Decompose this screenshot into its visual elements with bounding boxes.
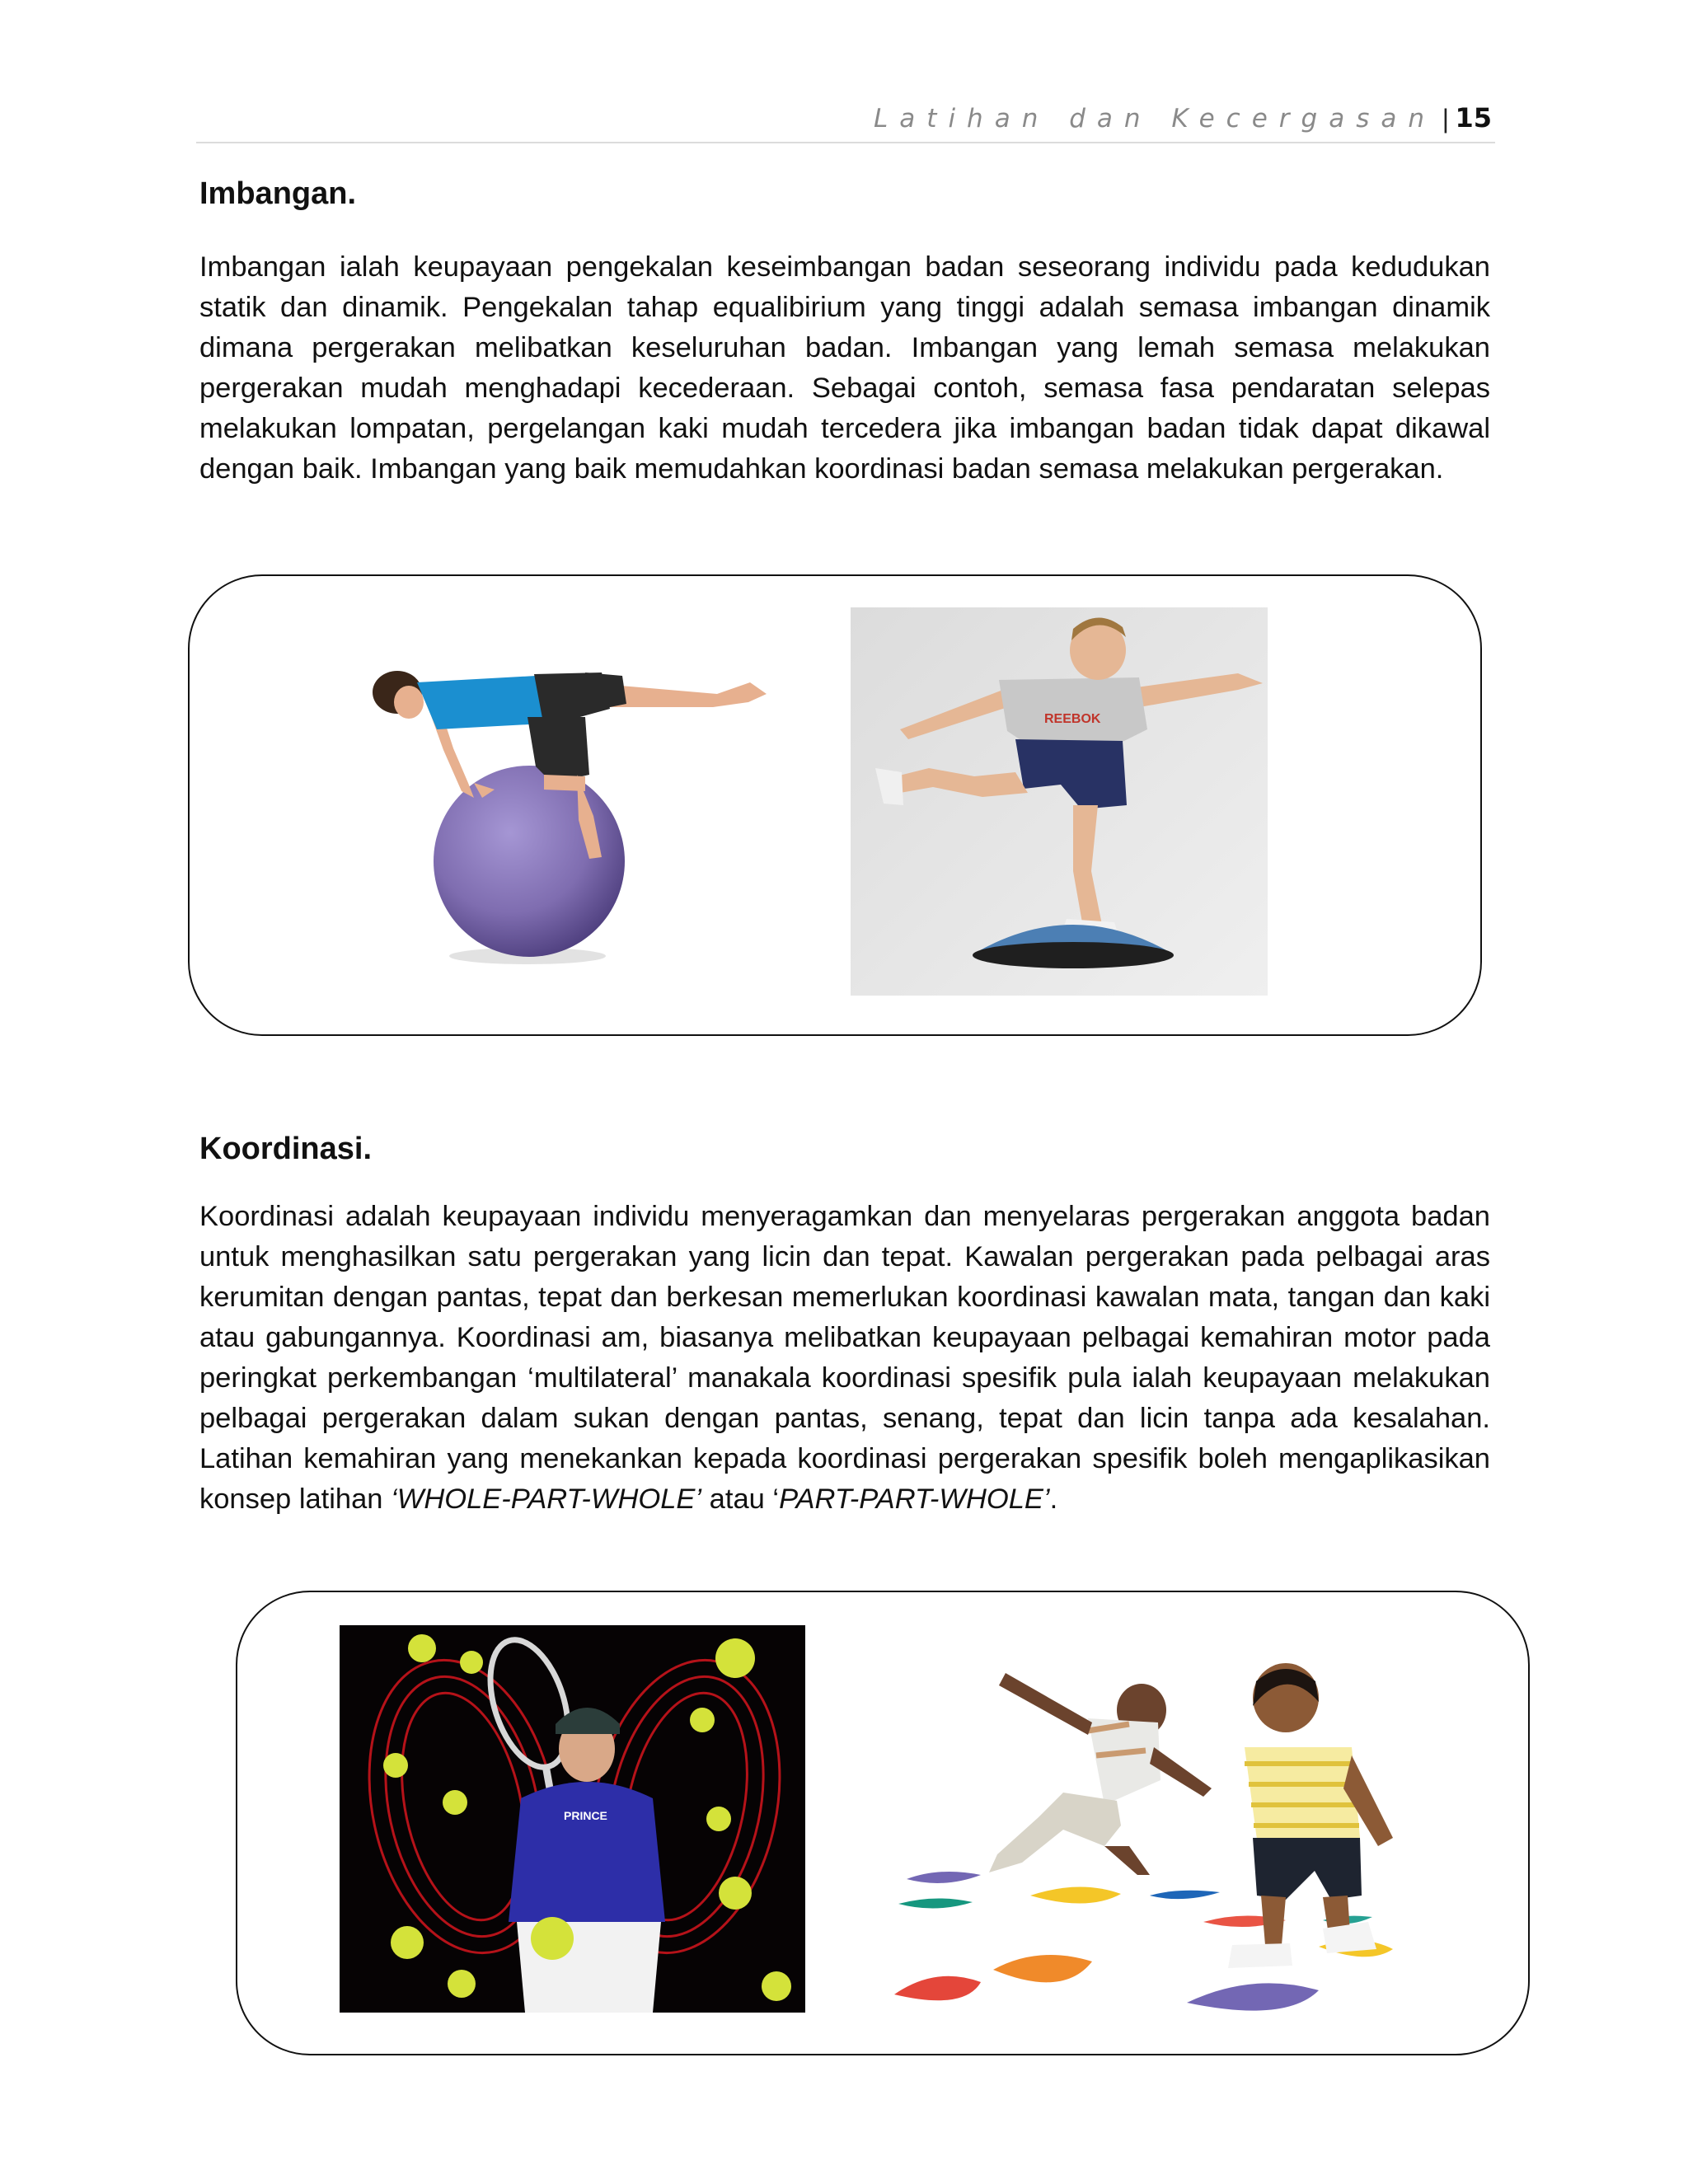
paragraph-tail: . xyxy=(1049,1483,1058,1515)
section-heading-imbangan: Imbangan. xyxy=(199,176,357,211)
children-stepping-stones-illustration xyxy=(857,1648,1401,2019)
header-separator: | xyxy=(1442,104,1449,134)
section-heading-koordinasi: Koordinasi. xyxy=(199,1132,373,1166)
page-number: 15 xyxy=(1455,102,1492,134)
photo-woman-gym-ball xyxy=(338,651,767,972)
man-bosu-ball-illustration xyxy=(851,607,1268,996)
term-part-part-whole: PART-PART-WHOLE’ xyxy=(779,1483,1050,1515)
shirt-print: REEBOK xyxy=(1044,712,1101,726)
paragraph-imbangan: Imbangan ialah keupayaan pengekalan keseimbangan badan seseorang individu pada kedudukan statik dan dinamik. Pengekalan tahap equalibirium yang tinggi adalah semasa imbangan dinamik dimana pergerakan melibatkan keseluruhan badan. Imbangan yang lemah semasa melakukan pergerakan mudah menghadapi kecederaan. Sebagai contoh, semasa fasa pendaratan selepas melakukan lompatan, pergelangan kaki mudah tercedera jika imbangan badan tidak dapat dikawal dengan baik. Imbangan yang baik memudahkan koordinasi badan semasa melakukan pergerakan. xyxy=(199,251,1490,485)
paragraph-connector: atau ‘ xyxy=(701,1483,780,1515)
page-header xyxy=(196,97,1495,143)
photo-man-bosu-ball xyxy=(851,607,1268,996)
header-title: Latihan dan Kecergasan xyxy=(874,104,1436,134)
term-whole-part-whole: ‘WHOLE-PART-WHOLE’ xyxy=(391,1483,702,1515)
photo-children-stepping-stones xyxy=(857,1648,1401,2019)
tennis-shirt-print: PRINCE xyxy=(564,1809,607,1822)
woman-gym-ball-illustration xyxy=(338,651,767,972)
paragraph-koordinasi-main: Koordinasi adalah keupayaan individu menyeragamkan dan menyelaras pergerakan anggota badan untuk menghasilkan satu pergerakan yang licin dan tepat. Kawalan pergerakan pada pelbagai aras kerumitan dengan pantas, tepat dan berkesan memerlukan koordinasi kawalan mata, tangan dan kaki atau gabungannya. Koordinasi am, biasanya melibatkan keupayaan pelbagai kemahiran motor pada peringkat perkembangan ‘multilateral’ manakala koordinasi spesifik pula ialah keupayaan melakukan pelbagai pergerakan dalam sukan dengan pantas, senang, tepat dan licin tanpa ada kesalahan. Latihan kemahiran yang menekankan kepada koordinasi pergerakan spesifik boleh mengaplikasikan konsep latihan xyxy=(199,1201,1490,1515)
paragraph-koordinasi xyxy=(199,1197,1490,1520)
photo-tennis-player xyxy=(340,1625,805,2013)
tennis-player-illustration xyxy=(340,1625,805,2013)
